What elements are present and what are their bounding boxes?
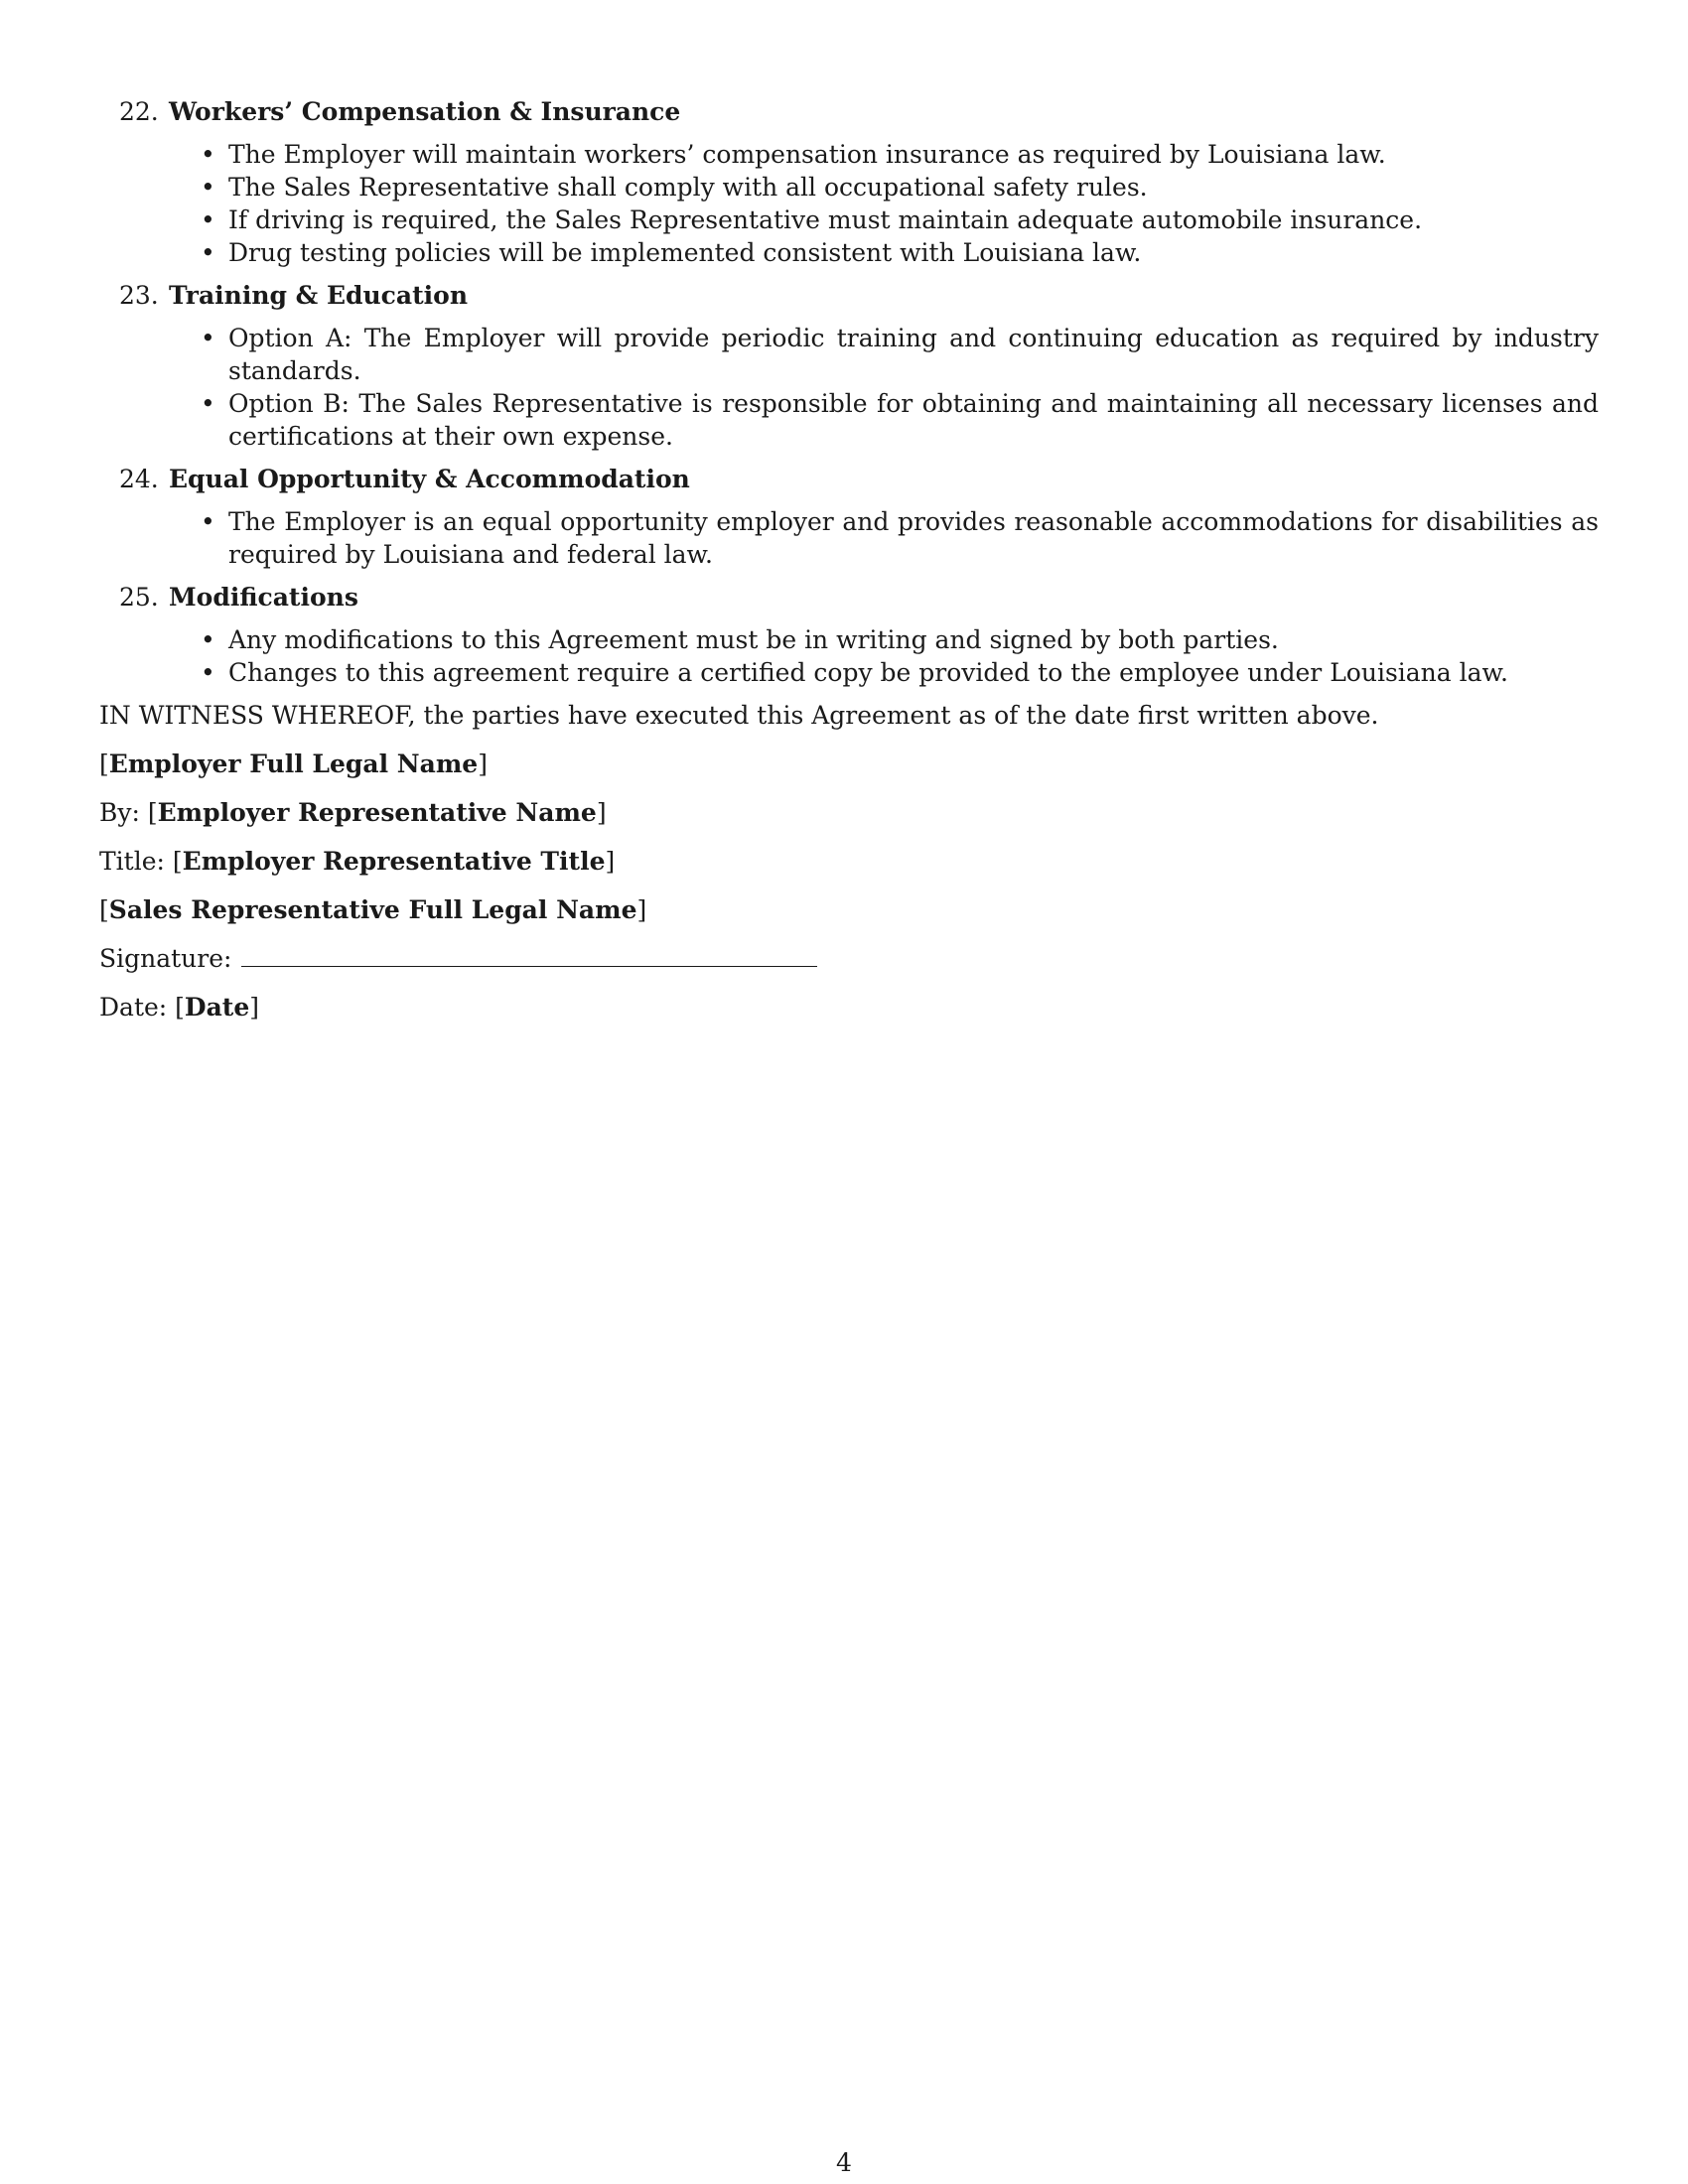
- list-item: [201, 505, 1599, 571]
- page-number: 4: [836, 2148, 852, 2177]
- list-item: [201, 322, 1599, 387]
- section-22: [99, 95, 1599, 269]
- bullet-list: [99, 138, 1599, 269]
- bullet-icon: •: [201, 389, 215, 418]
- section-title: Equal Opportunity & Accommodation: [169, 465, 690, 493]
- list-item-text: The Employer will maintain workers’ compensation insurance as required by Louisiana law.: [228, 140, 1386, 169]
- bullet-icon: •: [201, 173, 215, 202]
- list-item-text: Option B: The Sales Representative is responsible for obtaining and maintaining all necessary licenses and certifications at their own expense.: [228, 389, 1599, 451]
- signature-label: Signature:: [99, 944, 232, 973]
- list-item: [201, 656, 1599, 689]
- list-item-text: Any modifications to this Agreement must be in writing and signed by both parties.: [228, 625, 1279, 654]
- list-item: [201, 138, 1599, 171]
- section-heading: [119, 95, 1599, 128]
- bullet-icon: •: [201, 507, 215, 536]
- bullet-icon: •: [201, 324, 215, 352]
- employer-name-line: [Employer Full Legal Name]: [99, 750, 488, 778]
- section-25: [99, 581, 1599, 689]
- bullet-icon: •: [201, 238, 215, 267]
- section-23: [99, 279, 1599, 453]
- list-item: [201, 623, 1599, 656]
- section-heading: [119, 581, 1599, 614]
- employer-name-placeholder: Employer Full Legal Name: [108, 750, 479, 778]
- list-item-text: Changes to this agreement require a certified copy be provided to the employee under Louisiana law.: [228, 658, 1508, 687]
- date-label: Date:: [99, 993, 168, 1022]
- section-title: Workers’ Compensation & Insurance: [169, 97, 681, 126]
- section-heading: [119, 463, 1599, 495]
- section-24: [99, 463, 1599, 571]
- employer-rep-name-placeholder: Employer Representative Name: [157, 798, 597, 827]
- section-number: 24.: [119, 465, 159, 493]
- list-item-text: The Employer is an equal opportunity employer and provides reasonable accommodations for disabilities as required by Louisiana and federal law.: [228, 507, 1599, 569]
- section-number: 23.: [119, 281, 159, 310]
- bullet-list: [99, 322, 1599, 453]
- employer-rep-title-placeholder: Employer Representative Title: [182, 847, 606, 876]
- document-page: [99, 95, 1599, 1039]
- bullet-icon: •: [201, 140, 215, 169]
- bullet-icon: •: [201, 625, 215, 654]
- bullet-icon: •: [201, 205, 215, 234]
- list-item: [201, 171, 1599, 204]
- sales-rep-name-line: [Sales Representative Full Legal Name]: [99, 895, 647, 924]
- list-item: [201, 236, 1599, 269]
- sales-rep-name-placeholder: Sales Representative Full Legal Name: [108, 895, 637, 924]
- date-placeholder: Date: [184, 993, 250, 1022]
- bullet-list: [99, 505, 1599, 571]
- section-heading: [119, 279, 1599, 312]
- signature-field[interactable]: [241, 942, 817, 967]
- section-number: 25.: [119, 583, 159, 612]
- title-line: Title: [Employer Representative Title]: [99, 847, 616, 876]
- date-line: Date: [Date]: [99, 993, 260, 1022]
- list-item-text: The Sales Representative shall comply with all occupational safety rules.: [228, 173, 1148, 202]
- title-label: Title:: [99, 847, 165, 876]
- list-item-text: If driving is required, the Sales Representative must maintain adequate automobile insurance.: [228, 205, 1423, 234]
- section-title: Modifications: [169, 583, 358, 612]
- section-title: Training & Education: [169, 281, 468, 310]
- list-item-text: Drug testing policies will be implemented consistent with Louisiana law.: [228, 238, 1142, 267]
- signature-line: [99, 942, 1599, 975]
- witness-clause: IN WITNESS WHEREOF, the parties have executed this Agreement as of the date first written above.: [99, 701, 1379, 730]
- list-item: [201, 387, 1599, 453]
- bullet-list: [99, 623, 1599, 689]
- section-number: 22.: [119, 97, 159, 126]
- list-item-text: Option A: The Employer will provide periodic training and continuing education as required by industry standards.: [228, 324, 1599, 385]
- list-item: [201, 204, 1599, 236]
- bullet-icon: •: [201, 658, 215, 687]
- by-label: By:: [99, 798, 140, 827]
- by-line: By: [Employer Representative Name]: [99, 798, 607, 827]
